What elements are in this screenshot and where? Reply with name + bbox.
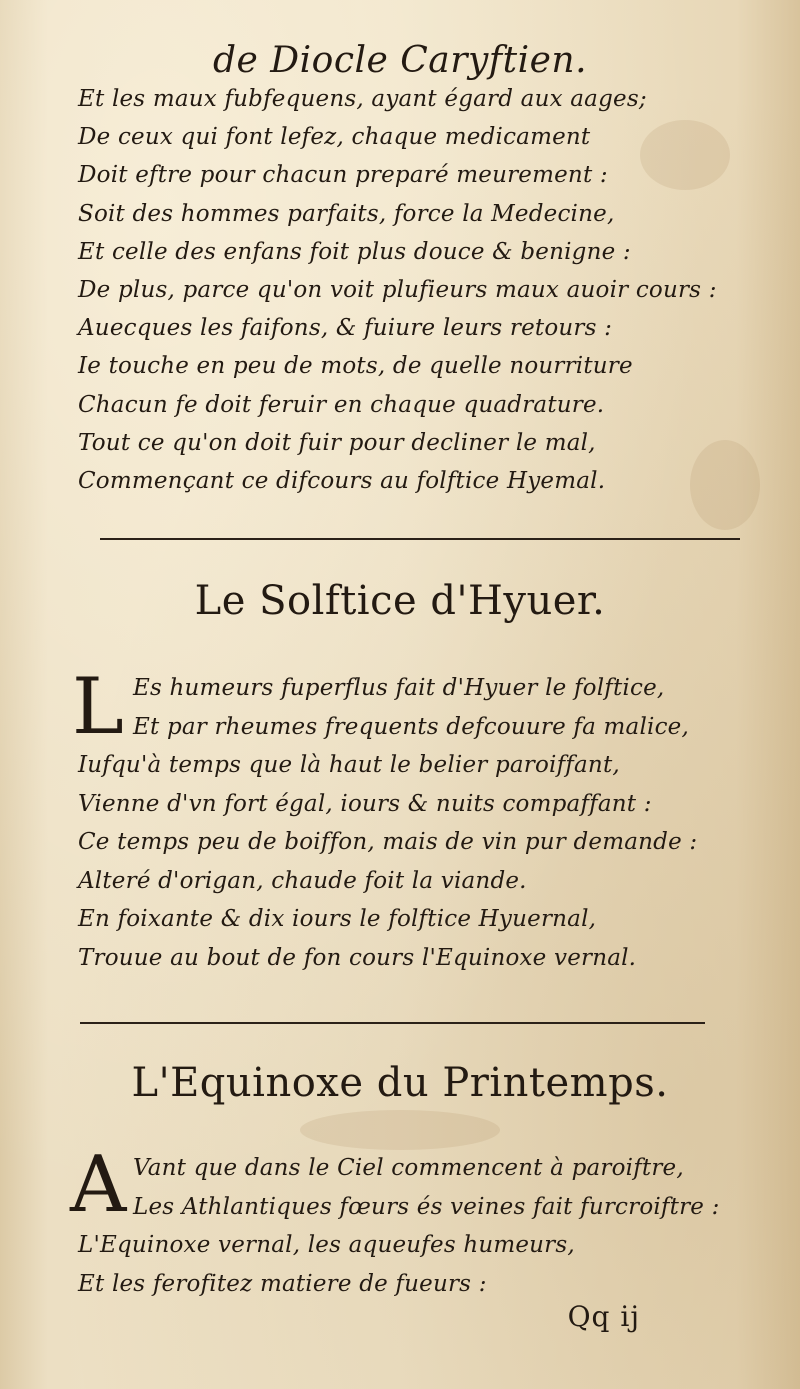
section-title: Le Solftice d'Hyuer. [194,578,606,624]
verse-line: Ie touche en peu de mots, de quelle nourriture [78,353,633,380]
section-verse [78,1149,760,1303]
drop-cap-initial: A [70,1140,127,1230]
verse-line: Alteré d'origan, chaude foit la viande. [78,867,527,894]
verse-line: Es humeurs fuperflus fait d'Hyuer le folftice, [133,675,665,701]
verse-line: Ce temps peu de boiffon, mais de vin pur demande : [78,829,698,855]
verse-line: Et celle des enfans foit plus douce & benigne : [78,238,631,265]
verse-line: Et les maux fubfequens, ayant égard aux aages; [78,86,647,112]
verse-line: Vienne d'vn fort égal, iours & nuits compaffant : [78,790,652,817]
verse-line: Et les ferofitez matiere de fueurs : [78,1270,487,1297]
intro-verse [78,80,760,500]
section-title: L'Equinoxe du Printemps. [131,1060,669,1106]
verse-line: Et par rheumes frequents defcouure fa malice, [133,713,689,740]
verse-line: De plus, parce qu'on voit plufieurs maux auoir cours : [78,276,717,303]
verse-line: Doit eftre pour chacun preparé meurement : [78,162,608,189]
paper-stain [300,1110,500,1150]
section-divider [80,1022,705,1024]
signature-mark: Qq ij [567,1300,640,1333]
verse-line: Soit des hommes parfaits, force la Medecine, [78,200,615,227]
verse-line: Trouue au bout de fon cours l'Equinoxe vernal. [78,944,637,971]
verse-line: L'Equinoxe vernal, les aqueufes humeurs, [78,1232,575,1258]
verse-line: Vant que dans le Ciel commencent à paroiftre, [133,1155,684,1181]
section-divider [100,538,740,540]
verse-line: Iufqu'à temps que là haut le belier paroiffant, [78,752,620,778]
verse-line: Chacun fe doit feruir en chaque quadrature. [78,391,605,418]
verse-line: Les Athlantiques fœurs és veines fait furcroiftre : [133,1193,720,1220]
section-verse [78,669,760,977]
verse-line: En foixante & dix iours le folftice Hyuernal, [78,906,597,932]
verse-line: De ceux qui font lefez, chaque medicament [78,124,591,151]
verse-line: Tout ce qu'on doit fuir pour decliner le mal, [78,429,596,456]
verse-line: Commençant ce difcours au folftice Hyemal. [78,467,606,494]
drop-cap-initial: L [72,662,124,752]
running-head: de Diocle Caryftien. [212,40,588,81]
verse-line: Auecques les faifons, & fuiure leurs retours : [78,315,613,342]
